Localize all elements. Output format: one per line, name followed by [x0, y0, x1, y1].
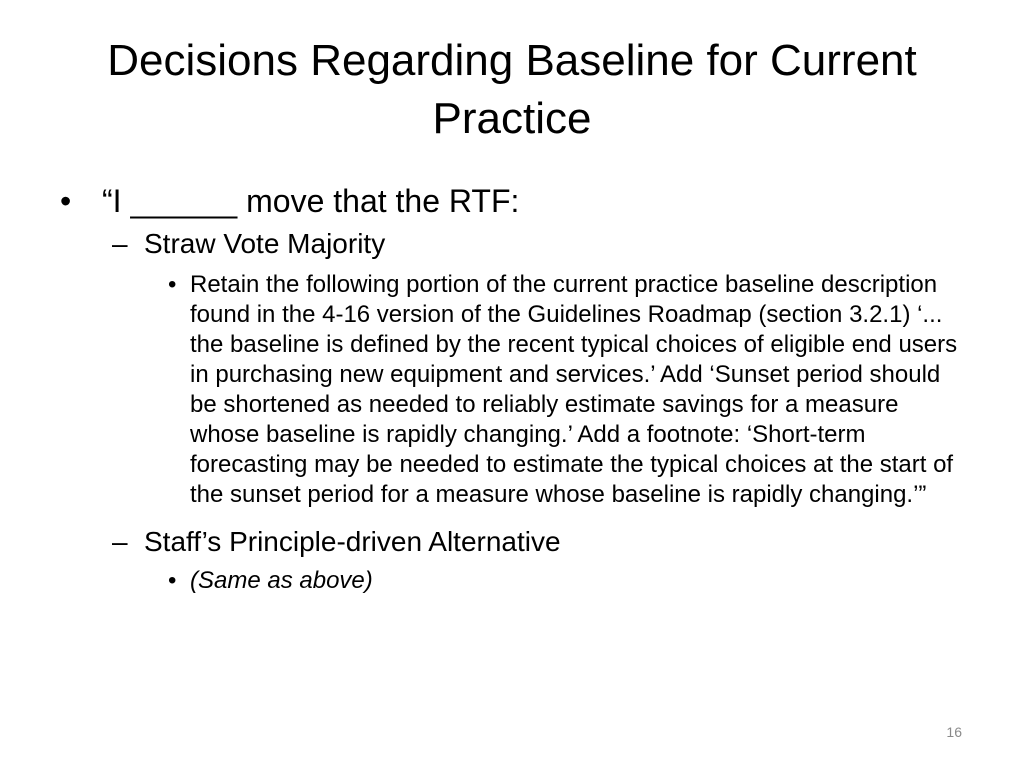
bullet-level2-straw-vote: [60, 226, 960, 262]
bullet-level3-retain-text: [60, 270, 970, 510]
slide-title: Decisions Regarding Baseline for Current Practice: [107, 36, 917, 143]
bullet-dot-icon: •: [168, 271, 177, 298]
motion-text: “I ______ move that the RTF:: [102, 183, 520, 219]
bullet-dot-icon: •: [60, 183, 72, 219]
bullet-level1-motion: [60, 180, 960, 222]
slide-content: [60, 180, 960, 596]
same-as-above-text: (Same as above): [190, 567, 373, 594]
bullet-level3-same-as-above: [60, 566, 970, 596]
staff-alternative-heading: Staff’s Principle-driven Alternative: [144, 526, 561, 557]
straw-vote-heading: Straw Vote Majority: [144, 228, 386, 259]
slide-number: 16: [946, 724, 962, 740]
dash-bullet-icon: –: [112, 228, 128, 259]
retain-description: Retain the following portion of the current practice baseline description found in the 4-16 version of the Guidelines Roadmap (section 3.2.1) ‘... the baseline is defined by the recent typical choices of eligible end users in purchasing new equipment and services.’ Add ‘Sunset period should be shortened as needed to reliably estimate savings for a measure whose baseline is rapidly changing.’ Add a footnote: ‘Short-term forecasting may be needed to estimate the typical choices at the start of the sunset period for a measure whose baseline is rapidly changing.’”: [190, 271, 958, 508]
bullet-dot-icon: •: [168, 567, 177, 594]
bullet-level2-staff-alternative: [60, 524, 960, 560]
dash-bullet-icon: –: [112, 526, 128, 557]
